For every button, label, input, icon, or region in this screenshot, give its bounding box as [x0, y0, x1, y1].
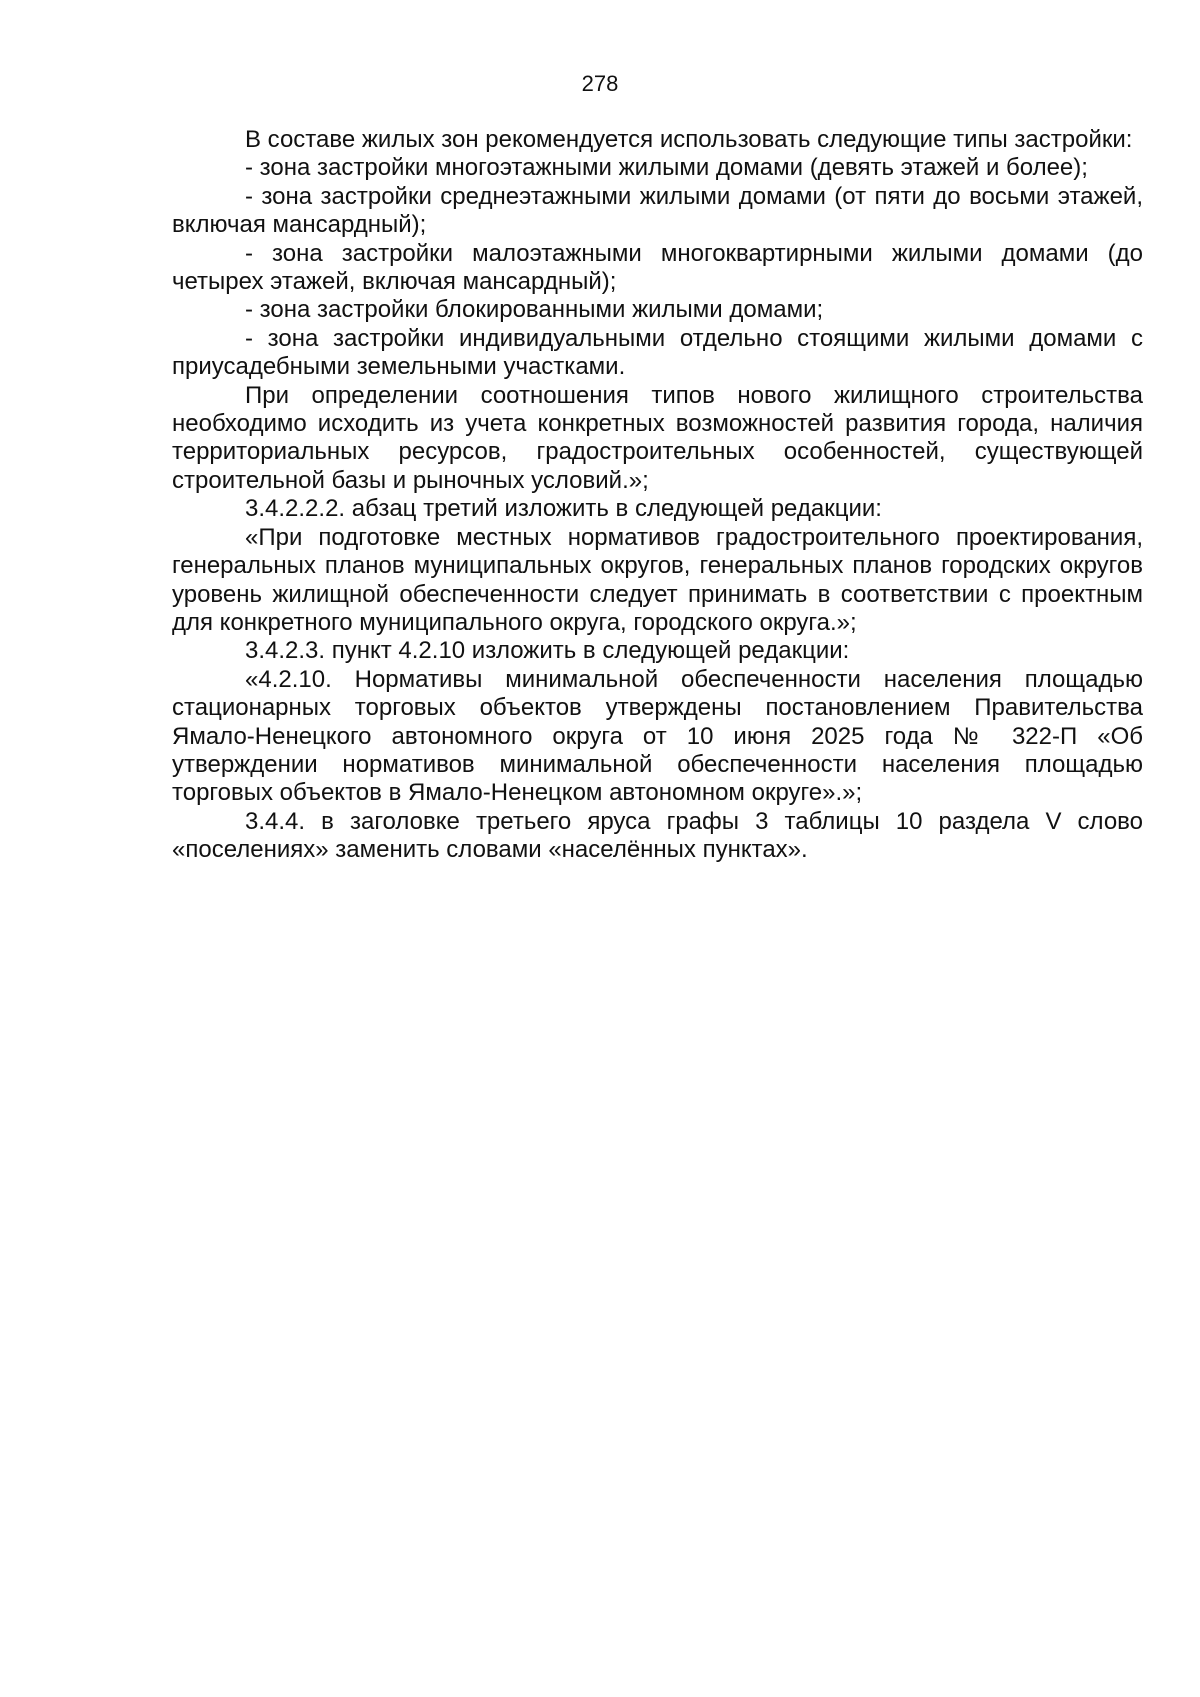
paragraph-clause-3-4-2-2-2: 3.4.2.2.2. абзац третий изложить в следующей редакции:: [245, 495, 882, 523]
page-number: 278: [581, 71, 619, 96]
paragraph-clause-3-4-2-3: 3.4.2.3. пункт 4.2.10 изложить в следующей редакции:: [245, 637, 850, 665]
paragraph-housing-ratio: При определении соотношения типов нового жилищного строительства необходимо исходить из учета конкретных возможностей развития города, наличия территориальных ресурсов, градостроительных особенностей, существующей строительной базы и рыночных условий.»;: [172, 381, 1143, 494]
paragraph-residential-zones-intro: В составе жилых зон рекомендуется использовать следующие типы застройки:: [245, 126, 1133, 153]
paragraph-clause-3-4-4: 3.4.4. в заголовке третьего яруса графы 3 таблицы 10 раздела V слово «поселениях» заменить словами «населённых пунктах».: [172, 807, 1143, 864]
paragraph-quoted-4-2-10: «4.2.10. Нормативы минимальной обеспеченности населения площадью стационарных торговых объектов утверждены постановлением Правительства Ямало-Ненецкого автономного округа от 10 июня 2025 года № 322-П «Об утверждении нормативов минимальной обеспеченности населения площадью торговых объектов в Ямало-Ненецком автономном округе».»;: [172, 665, 1143, 807]
list-item-individual-houses-zone: - зона застройки индивидуальными отдельно стоящими жилыми домами с приусадебными земельными участками.: [172, 324, 1143, 381]
paragraph-quoted-standards: «При подготовке местных нормативов градостроительного проектирования, генеральных планов муниципальных округов, генеральных планов городских округов уровень жилищной обеспеченности следует принимать в соответствии с проектным для конкретного муниципального округа, городского округа.»;: [172, 523, 1143, 636]
list-item-midrise-zone: - зона застройки среднеэтажными жилыми домами (от пяти до восьми этажей, включая мансардный);: [172, 182, 1143, 239]
list-item-blocked-houses-zone: - зона застройки блокированными жилыми домами;: [245, 296, 824, 324]
list-item-lowrise-zone: - зона застройки малоэтажными многоквартирными жилыми домами (до четырех этажей, включая мансардный);: [172, 239, 1143, 296]
document-body: [172, 126, 1143, 865]
list-item-multistorey-zone: - зона застройки многоэтажными жилыми домами (девять этажей и более);: [245, 154, 1088, 182]
